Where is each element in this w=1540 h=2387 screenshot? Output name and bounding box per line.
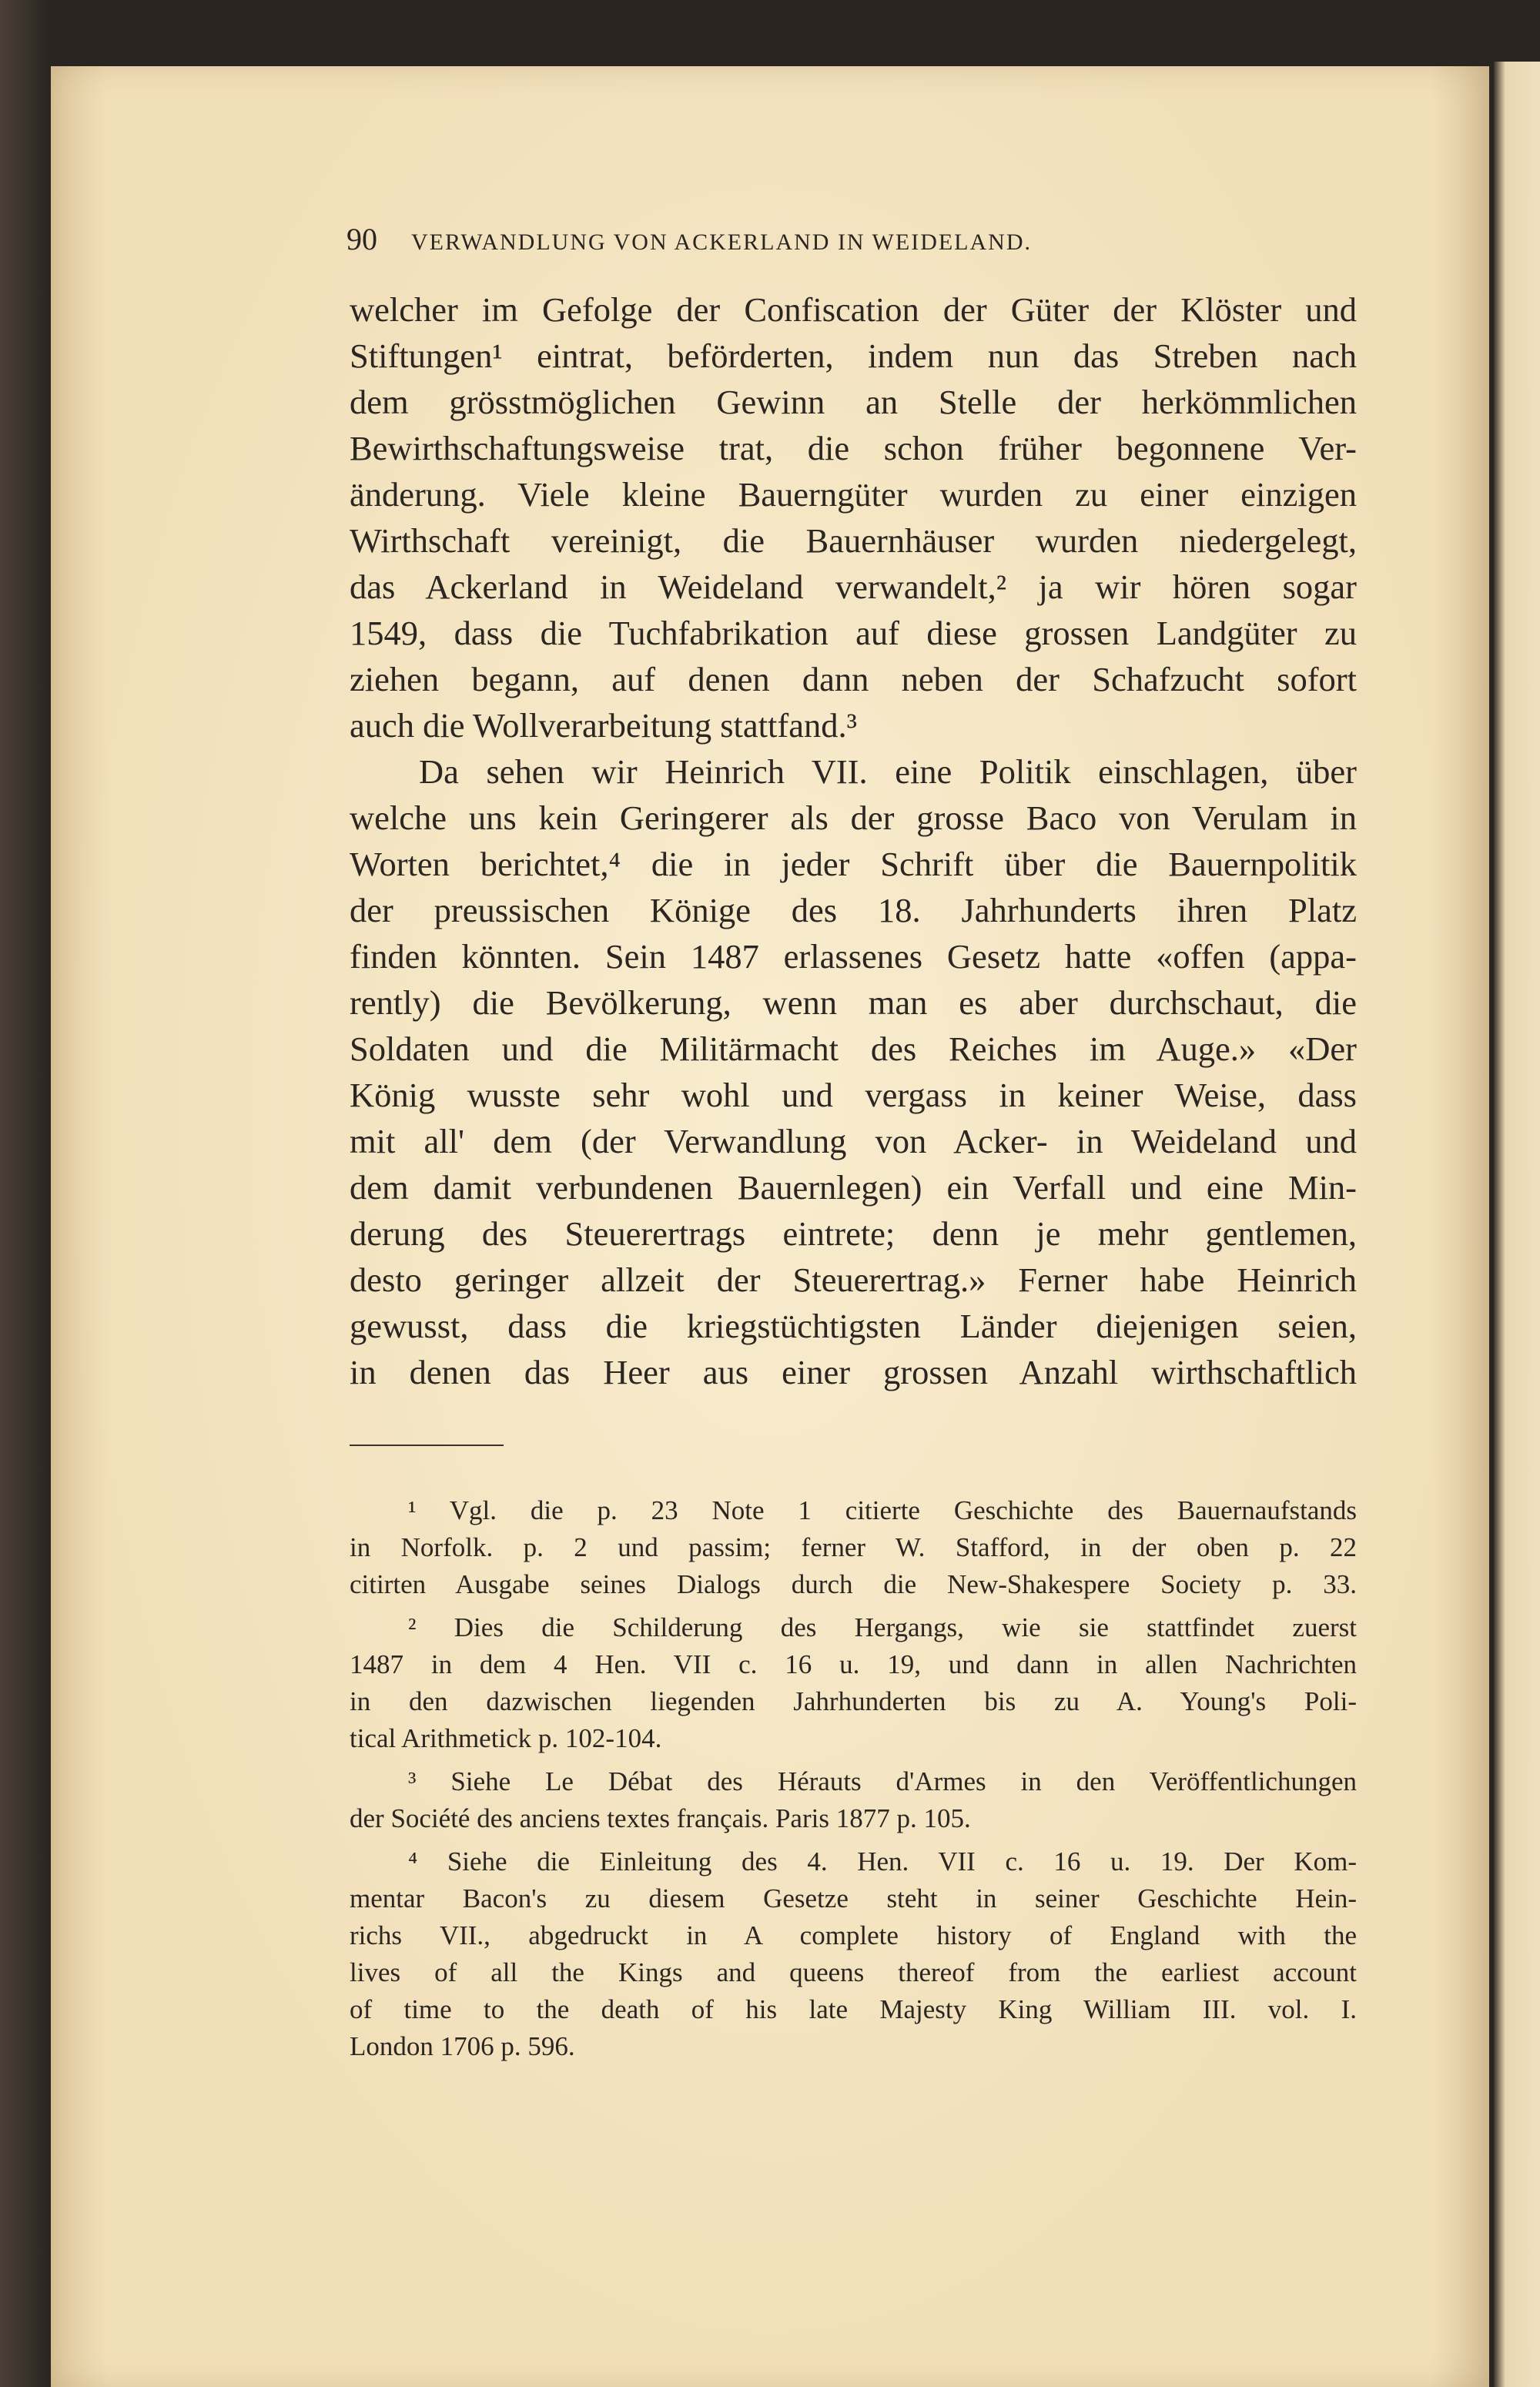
body-line: welcher im Gefolge der Confiscation der Güter der Klöster und (350, 290, 1357, 329)
body-line: rently) die Bevölkerung, wenn man es aber durchschaut, die (350, 983, 1357, 1022)
footnote-line: ¹ Vgl. die p. 23 Note 1 citierte Geschichte des Bauernaufstands (408, 1495, 1357, 1525)
footnote-line: London 1706 p. 596. (350, 2031, 575, 2061)
footnote-4 (350, 1843, 1357, 2065)
page-header (346, 221, 1255, 259)
footnote-1 (350, 1492, 1357, 1603)
footnote-3 (350, 1763, 1357, 1837)
footnotes (350, 1492, 1357, 2071)
running-title: VERWANDLUNG VON ACKERLAND IN WEIDELAND. (411, 229, 1032, 255)
body-line: gewusst, dass die kriegstüchtigsten Länder diejenigen seien, (350, 1307, 1357, 1345)
footnote-line: of time to the death of his late Majesty King William III. vol. I. (350, 1994, 1357, 2024)
footnote-line: in Norfolk. p. 2 und passim; ferner W. Stafford, in der oben p. 22 (350, 1532, 1357, 1562)
left-page-edge (0, 0, 46, 2387)
body-line: änderung. Viele kleine Bauerngüter wurden zu einer einzigen (350, 475, 1357, 514)
footnote-line: der Société des anciens textes français. Paris 1877 p. 105. (350, 1803, 971, 1833)
footnote-line: ² Dies die Schilderung des Hergangs, wie sie stattfindet zuerst (408, 1612, 1357, 1642)
body-line: Da sehen wir Heinrich VII. eine Politik einschlagen, über (419, 752, 1357, 791)
body-line: auch die Wollverarbeitung stattfand.³ (350, 706, 857, 745)
next-page-edge (1494, 62, 1540, 2387)
body-line: Worten berichtet,⁴ die in jeder Schrift über die Bauernpolitik (350, 845, 1357, 883)
footnote-line: ⁴ Siehe die Einleitung des 4. Hen. VII c. 16 u. 19. Der Kom- (408, 1846, 1357, 1876)
body-line: derung des Steuerertrags eintrete; denn je mehr gentlemen, (350, 1214, 1357, 1253)
body-line: ziehen begann, auf denen dann neben der Schafzucht sofort (350, 660, 1357, 698)
body-line: das Ackerland in Weideland verwandelt,² ja wir hören sogar (350, 567, 1357, 606)
body-line: der preussischen Könige des 18. Jahrhunderts ihren Platz (350, 891, 1357, 929)
body-line: desto geringer allzeit der Steuerertrag.» Ferner habe Heinrich (350, 1260, 1357, 1299)
footnote-line: citirten Ausgabe seines Dialogs durch die New-Shakespere Society p. 33. (350, 1569, 1357, 1599)
body-line: dem grösstmöglichen Gewinn an Stelle der herkömmlichen (350, 383, 1357, 421)
body-line: König wusste sehr wohl und vergass in keiner Weise, dass (350, 1076, 1357, 1114)
body-line: Wirthschaft vereinigt, die Bauernhäuser wurden niedergelegt, (350, 521, 1357, 560)
footnote-line: lives of all the Kings and queens thereof from the earliest account (350, 1957, 1357, 1987)
body-line: welche uns kein Geringerer als der grosse Baco von Verulam in (350, 798, 1357, 837)
footnote-line: ³ Siehe Le Débat des Hérauts d'Armes in den Veröffentlichungen (408, 1766, 1357, 1796)
page-number: 90 (346, 222, 377, 256)
body-line: Stiftungen¹ eintrat, beförderten, indem nun das Streben nach (350, 336, 1357, 375)
footnote-line: mentar Bacon's zu diesem Gesetze steht in seiner Geschichte Hein- (350, 1883, 1357, 1913)
footnote-line: tical Arithmetick p. 102-104. (350, 1723, 662, 1753)
body-text (350, 286, 1357, 1395)
footnote-line: in den dazwischen liegenden Jahrhunderten bis zu A. Young's Poli- (350, 1686, 1357, 1716)
body-line: finden könnten. Sein 1487 erlassenes Gesetz hatte «offen (appa- (350, 937, 1357, 976)
body-line: 1549, dass die Tuchfabrikation auf diese grossen Landgüter zu (350, 614, 1357, 652)
footnote-separator (350, 1445, 504, 1446)
body-line: dem damit verbundenen Bauernlegen) ein Verfall und eine Min- (350, 1168, 1357, 1207)
footnote-2 (350, 1609, 1357, 1757)
body-line: mit all' dem (der Verwandlung von Acker- in Weideland und (350, 1122, 1357, 1160)
footnote-line: richs VII., abgedruckt in A complete history of England with the (350, 1920, 1357, 1950)
body-line: in denen das Heer aus einer grossen Anzahl wirthschaftlich (350, 1353, 1357, 1391)
body-line: Bewirthschaftungsweise trat, die schon früher begonnene Ver- (350, 429, 1357, 467)
body-line: Soldaten und die Militärmacht des Reiches im Auge.» «Der (350, 1029, 1357, 1068)
footnote-line: 1487 in dem 4 Hen. VII c. 16 u. 19, und dann in allen Nachrichten (350, 1649, 1357, 1679)
